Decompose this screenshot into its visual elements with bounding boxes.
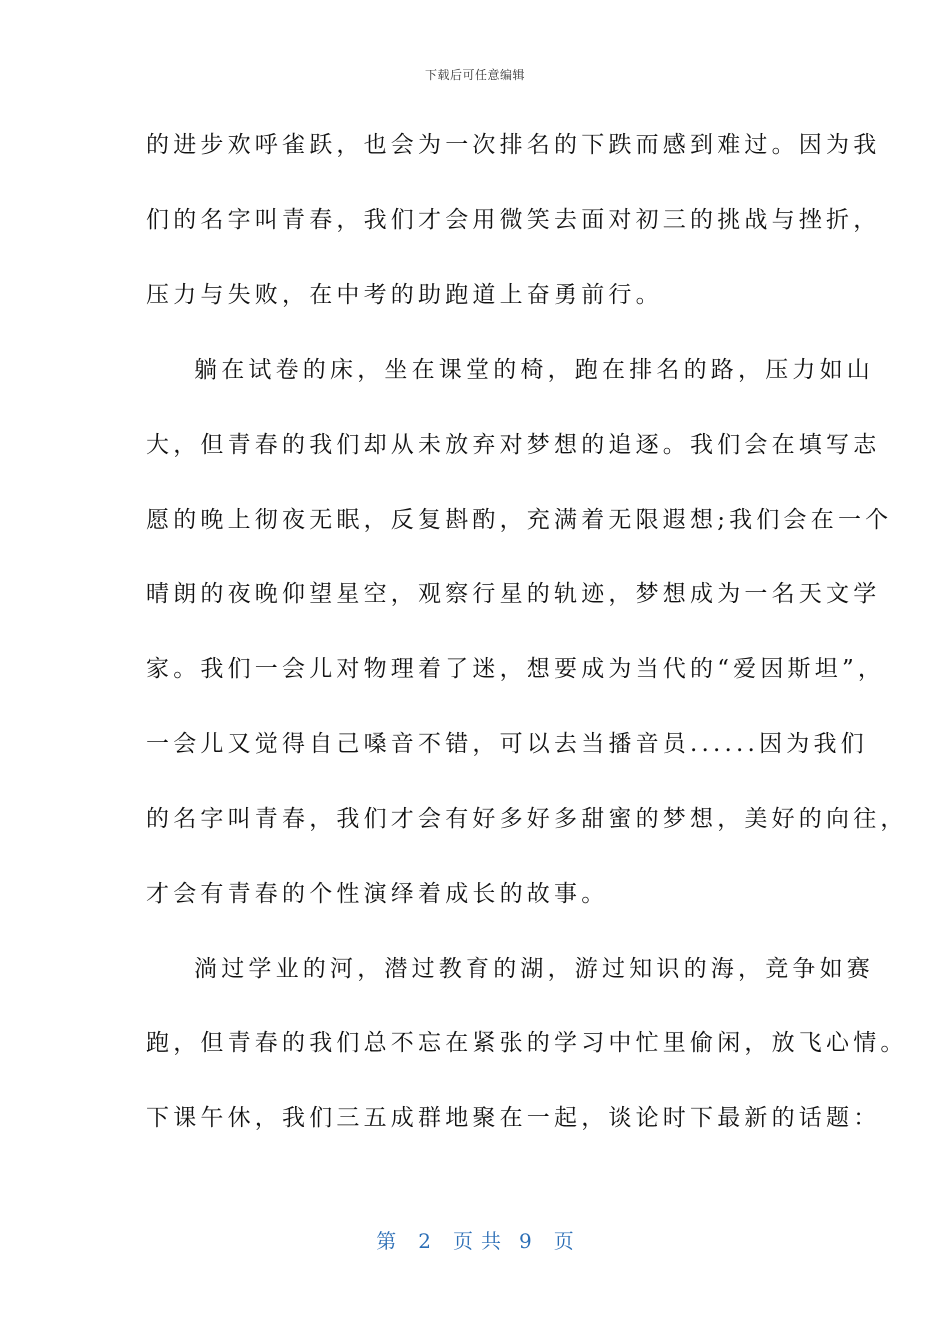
footer-total-pages: 9 <box>519 1229 532 1253</box>
footer-page-number: 2 <box>418 1229 431 1253</box>
body-line: 们的名字叫青春，我们才会用微笑去面对初三的挑战与挫折， <box>146 207 881 233</box>
body-line: 愿的晚上彻夜无眠，反复斟酌，充满着无限遐想;我们会在一个 <box>146 507 893 533</box>
paragraph-first-line: 淌过学业的河，潜过教育的湖，游过知识的海，竞争如赛 <box>194 956 874 982</box>
page-footer <box>0 1225 950 1254</box>
body-line: 下课午休，我们三五成群地聚在一起，谈论时下最新的话题： <box>146 1105 881 1131</box>
body-line: 大，但青春的我们却从未放弃对梦想的追逐。我们会在填写志 <box>146 432 881 458</box>
footer-middle: 页共 <box>453 1229 509 1253</box>
paragraph-first-line: 躺在试卷的床，坐在课堂的椅，跑在排名的路，压力如山 <box>194 357 874 383</box>
footer-prefix: 第 <box>376 1229 397 1253</box>
body-line: 一会儿又觉得自己嗓音不错，可以去当播音员......因为我们 <box>146 731 868 757</box>
body-line: 家。我们一会儿对物理着了迷，想要成为当代的“爱因斯坦”， <box>146 656 886 682</box>
body-line: 晴朗的夜晚仰望星空，观察行星的轨迹，梦想成为一名天文学 <box>146 581 881 607</box>
body-line: 的进步欢呼雀跃，也会为一次排名的下跌而感到难过。因为我 <box>146 132 881 158</box>
body-line: 的名字叫青春，我们才会有好多好多甜蜜的梦想，美好的向往， <box>146 806 908 832</box>
body-line: 跑，但青春的我们总不忘在紧张的学习中忙里偷闲，放飞心情。 <box>146 1030 908 1056</box>
body-line: 才会有青春的个性演绎着成长的故事。 <box>146 881 609 907</box>
header-note: 下载后可任意编辑 <box>424 68 525 82</box>
footer-suffix: 页 <box>553 1229 574 1253</box>
body-line: 压力与失败，在中考的助跑道上奋勇前行。 <box>146 282 663 308</box>
